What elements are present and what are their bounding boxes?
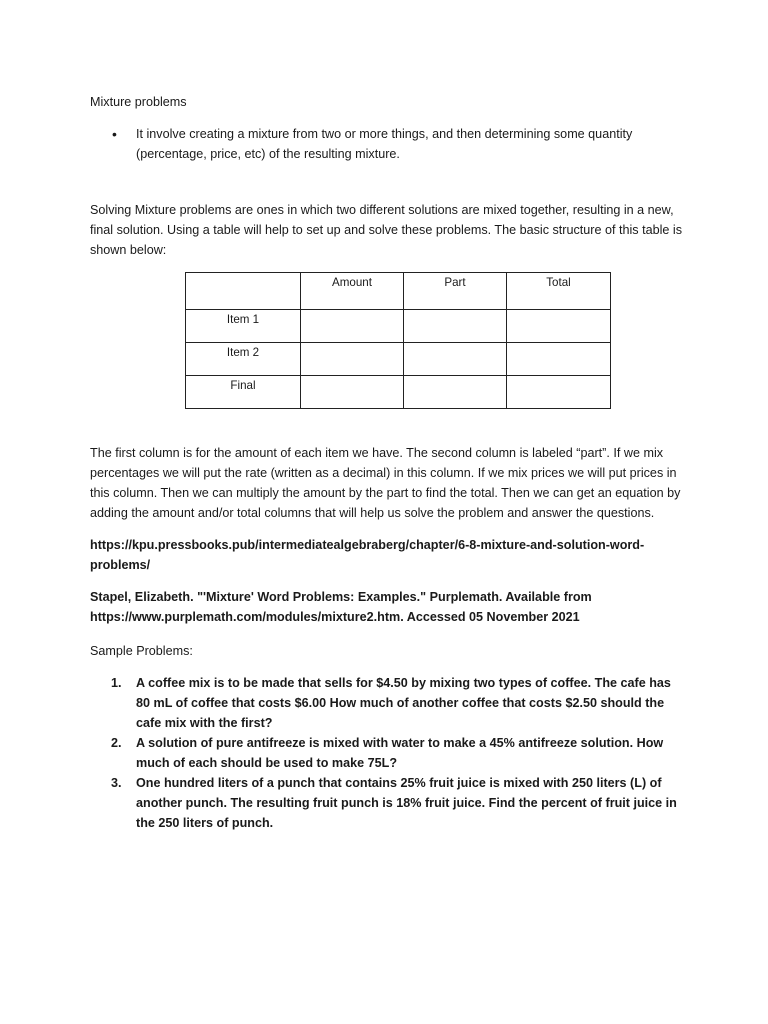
problem-list — [90, 673, 684, 833]
table-row — [186, 343, 611, 376]
problem-text: A solution of pure antifreeze is mixed with water to make a 45% antifreeze solution. How much of each should be used to make 75L? — [136, 736, 664, 770]
table-cell — [301, 343, 404, 376]
document-page — [90, 92, 684, 833]
problem-number: 2. — [111, 736, 122, 750]
table-cell — [301, 310, 404, 343]
table-header-row — [186, 273, 611, 310]
table-cell — [404, 376, 507, 409]
table-cell — [507, 310, 611, 343]
bullet-text: It involve creating a mixture from two or more things, and then determining some quantity (percentage, price, etc) of the resulting mixture. — [136, 127, 633, 161]
problem-item — [90, 673, 684, 733]
problem-text: A coffee mix is to be made that sells for $4.50 by mixing two types of coffee. The cafe has 80 mL of coffee that costs $6.00 How much of another coffee that costs $2.50 should the cafe mix with the first? — [136, 676, 671, 730]
table-row — [186, 310, 611, 343]
table-header-part: Part — [404, 273, 507, 310]
bullet-item — [90, 124, 684, 164]
problem-number: 1. — [111, 676, 122, 690]
citation: Stapel, Elizabeth. "'Mixture' Word Problems: Examples." Purplemath. Available from https://www.purplemath.com/modules/mixture2.htm. Accessed 05 November 2021 — [90, 590, 592, 624]
sample-problems-heading: Sample Problems: — [90, 644, 193, 658]
source-link[interactable]: https://kpu.pressbooks.pub/intermediatealgebraberg/chapter/6-8-mixture-and-solution-word-problems/ — [90, 538, 645, 572]
explanation-paragraph: The first column is for the amount of each item we have. The second column is labeled “part”. If we mix percentages we will put the rate (written as a decimal) in this column. If we mix prices we will put prices in this column. Then we can multiply the amount by the part to find the total. Then we can get an equation by adding the amount and/or total columns that will help us solve the problem and answer the questions. — [90, 446, 681, 520]
problem-item — [90, 773, 684, 833]
problem-item — [90, 733, 684, 773]
table-cell — [301, 376, 404, 409]
table-header-amount: Amount — [301, 273, 404, 310]
bullet-icon: • — [112, 126, 117, 142]
problem-number: 3. — [111, 776, 122, 790]
section-heading: Mixture problems — [90, 95, 187, 109]
table-cell — [404, 310, 507, 343]
table-row-label: Item 1 — [186, 310, 301, 343]
table-cell — [507, 376, 611, 409]
table-header-cell — [186, 273, 301, 310]
table-row — [186, 376, 611, 409]
table-cell — [404, 343, 507, 376]
mixture-table-wrap — [185, 272, 684, 409]
mixture-table — [185, 272, 611, 409]
intro-paragraph: Solving Mixture problems are ones in which two different solutions are mixed together, resulting in a new, final solution. Using a table will help to set up and solve these problems. The basic structure of this table is shown below: — [90, 203, 682, 257]
table-cell — [507, 343, 611, 376]
bullet-list — [90, 124, 684, 164]
table-row-label: Final — [186, 376, 301, 409]
problem-text: One hundred liters of a punch that contains 25% fruit juice is mixed with 250 liters (L) of another punch. The resulting fruit punch is 18% fruit juice. Find the percent of fruit juice in the 250 liters of punch. — [136, 776, 677, 830]
table-header-total: Total — [507, 273, 611, 310]
table-row-label: Item 2 — [186, 343, 301, 376]
